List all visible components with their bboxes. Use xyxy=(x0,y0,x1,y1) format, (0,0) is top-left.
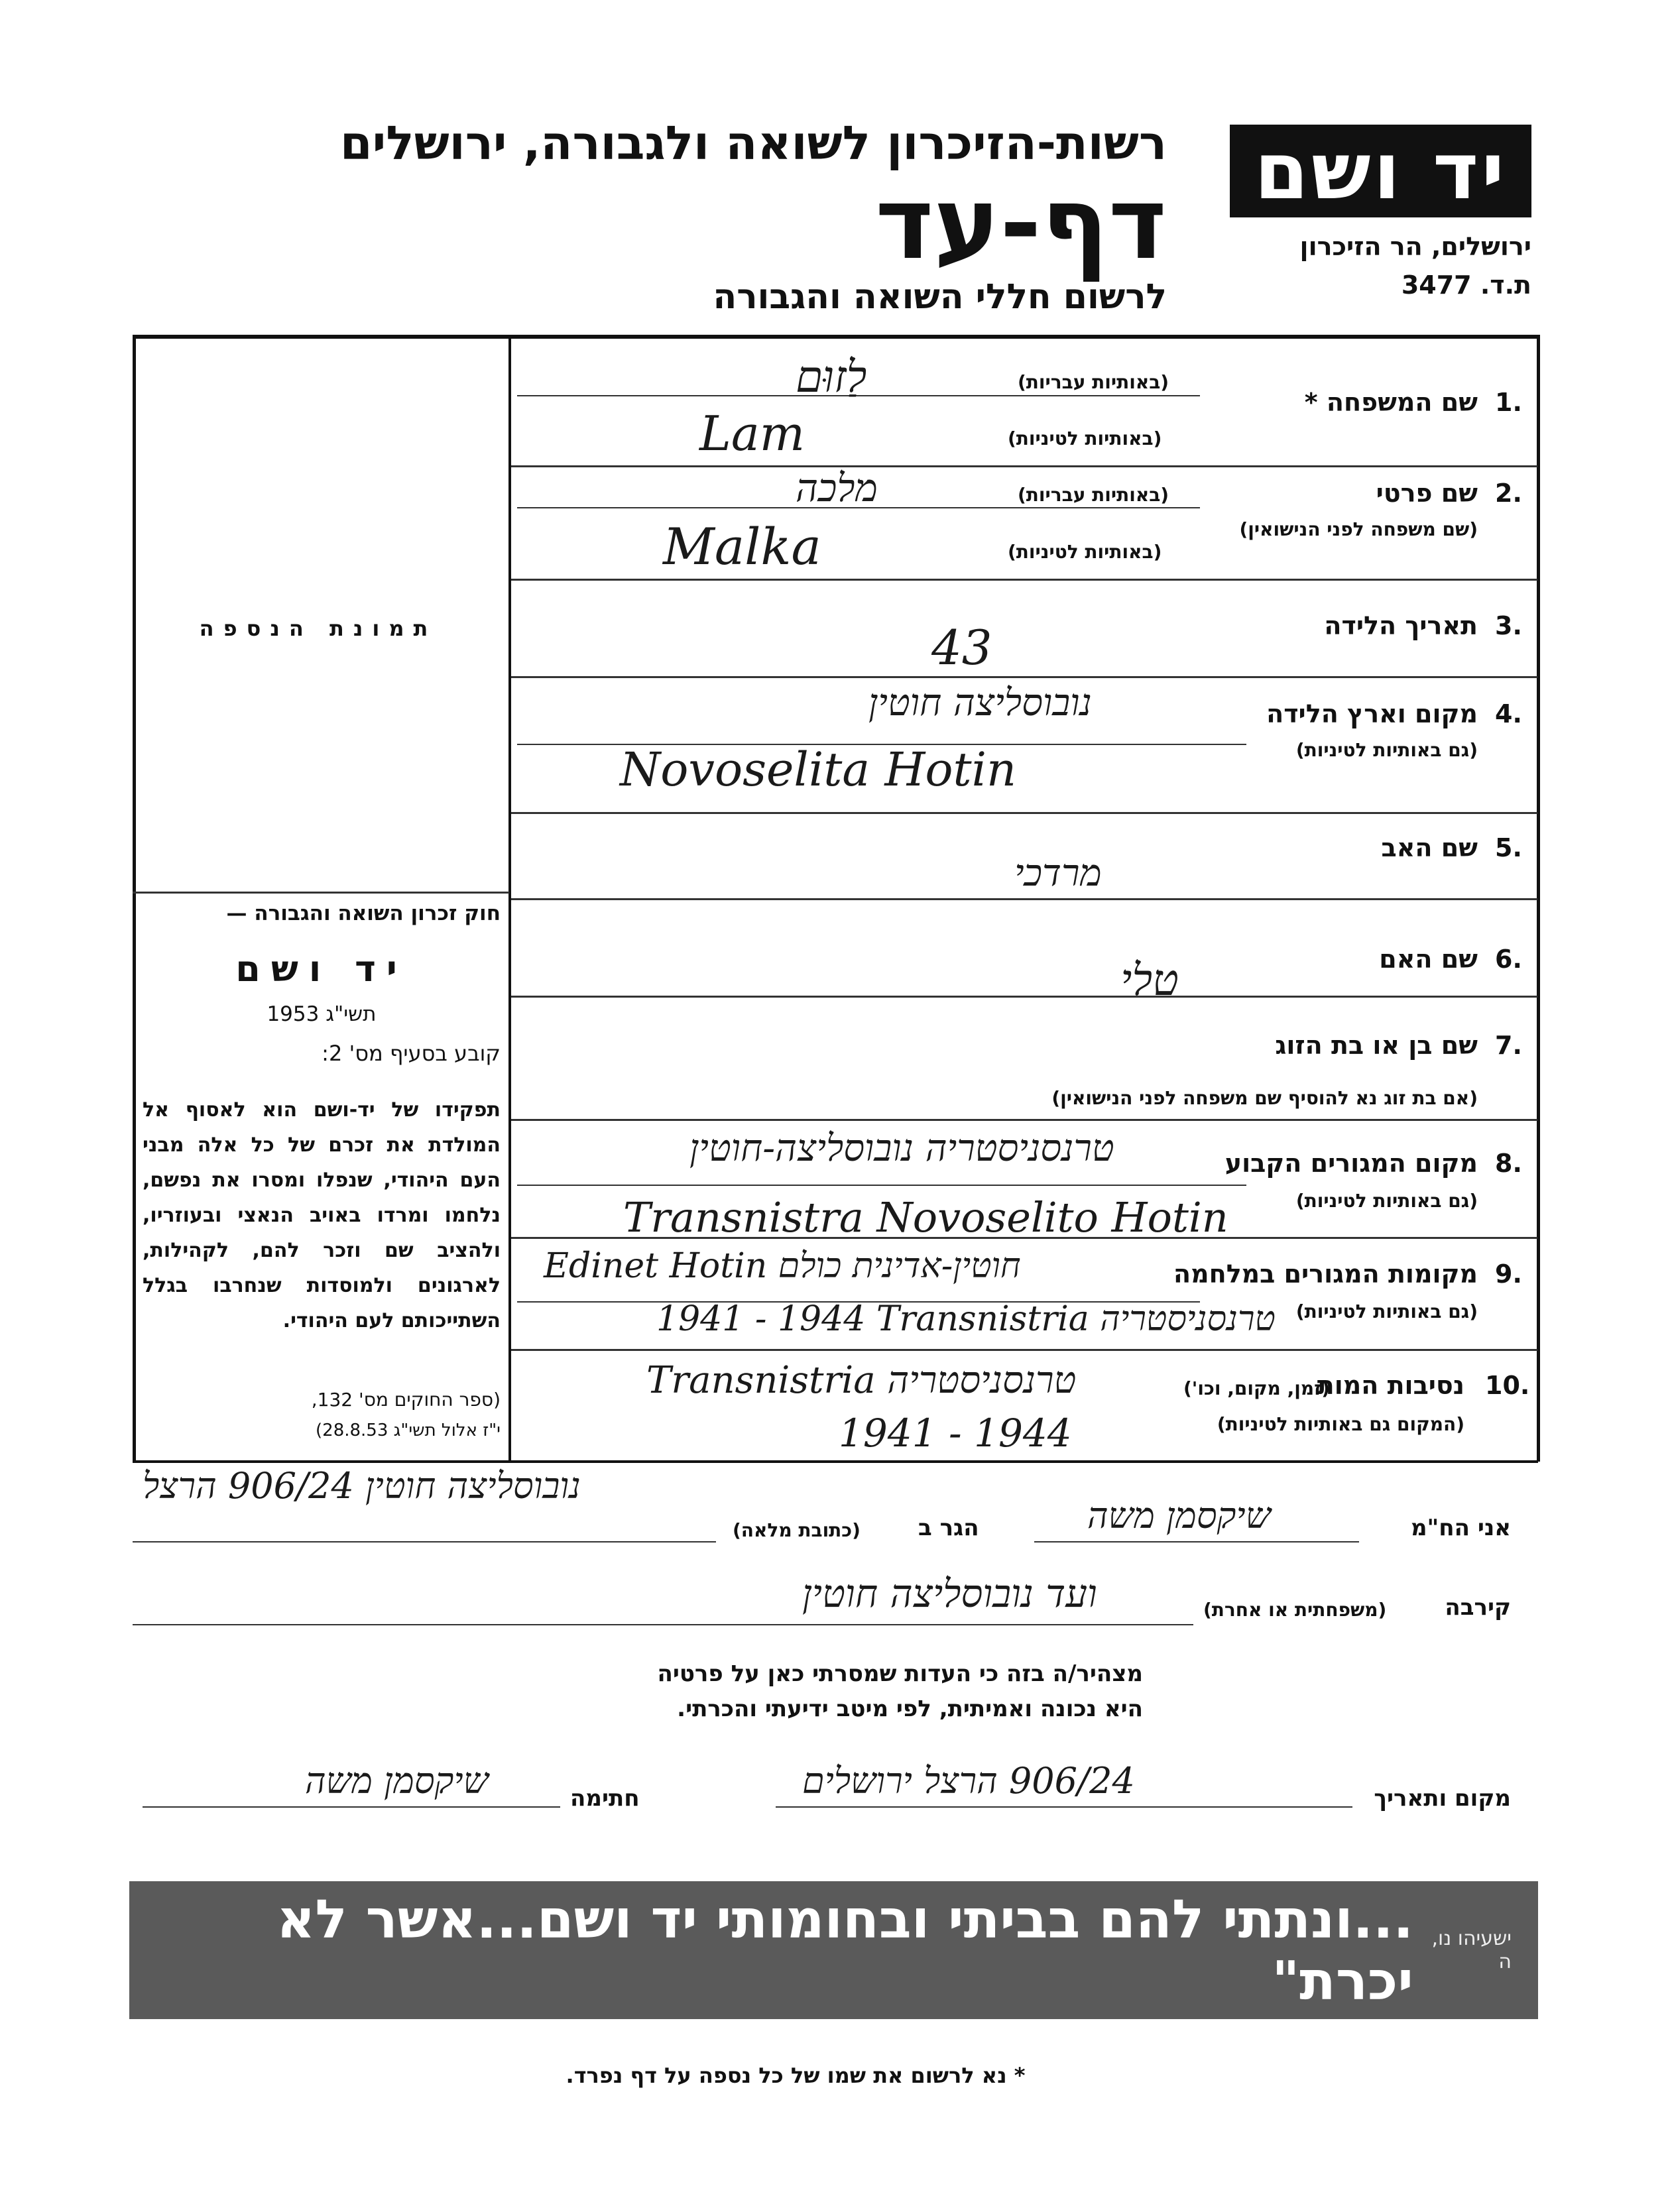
field-2-hebrew-value: מלכה xyxy=(796,465,878,510)
field-8-note: (גם באותיות לטיניות) xyxy=(1295,1190,1478,1212)
field-2-label: שם פרטי xyxy=(1376,479,1478,508)
field-10-label: נסיבות המות xyxy=(1317,1371,1464,1400)
field-4-number: 4. xyxy=(1495,699,1522,728)
signature-value: שיקסמן משה xyxy=(305,1760,489,1802)
row-separator xyxy=(511,812,1537,814)
field-8-latin-value: Transnistra Novoselito Hotin xyxy=(623,1193,1228,1242)
row-separator xyxy=(511,898,1537,900)
field-7-note: (אם בת זוג נא להוסיף שם משפחה לפני הנישואין) xyxy=(1051,1087,1478,1109)
left-column-divider xyxy=(133,892,509,894)
field-9-value-line2: 1941 - 1944 Transnistria טרנסניסטריה xyxy=(656,1299,1276,1339)
law-date: י"ז אלול תשי"ג 28.8.53) xyxy=(316,1421,501,1440)
field-1-number: 1. xyxy=(1495,388,1522,417)
field-1-latin-value: Lam xyxy=(699,406,805,461)
field-2-note: (שם משפחה לפני הנישואין) xyxy=(1239,518,1478,540)
banner-quote: ...ונתתי להם בביתי ובחומותי יד ושם...אשר לא יכרת" xyxy=(276,1889,1413,2012)
field-5-number: 5. xyxy=(1495,833,1522,862)
field-7-number: 7. xyxy=(1495,1031,1522,1060)
field-3-number: 3. xyxy=(1495,611,1522,640)
iam-value: שיקסמן משה xyxy=(1087,1495,1271,1537)
field-3-label: תאריך הלידה xyxy=(1324,611,1478,640)
field-2-hebrew-script: (באותיות עבריות) xyxy=(1018,484,1169,506)
field-6-label: שם האם xyxy=(1379,945,1478,974)
logo-text: יד ושם xyxy=(1254,125,1508,217)
field-8-label: מקום המגורים הקבוע xyxy=(1224,1149,1478,1178)
law-org: יד ושם xyxy=(235,948,408,990)
field-1-latin-script: (באותיות לטיניות) xyxy=(1008,428,1162,449)
banner-source: ישעיהו נו, ה xyxy=(1431,1927,1512,1973)
field-1-label: שם המשפחה * xyxy=(1304,388,1478,417)
relation-note: (משפחתית או אחרת) xyxy=(1203,1599,1387,1621)
field-8-hebrew-value: טרנסניסטריה נובוסליצה-חוטין xyxy=(689,1127,1114,1170)
field-6-number: 6. xyxy=(1495,945,1522,974)
field-10-note: (המקום גם באותיות לטיניות) xyxy=(1217,1413,1464,1435)
row-separator xyxy=(511,1349,1537,1351)
resides-label: הגר ב xyxy=(918,1515,979,1541)
field-4-note: (גם באותיות לטיניות) xyxy=(1295,739,1478,761)
place-date-underline xyxy=(776,1806,1352,1808)
signature-underline xyxy=(143,1806,560,1808)
relation-underline xyxy=(133,1624,1193,1625)
field-5-value: מרדכי xyxy=(1014,852,1102,895)
row-separator xyxy=(511,1119,1537,1121)
field-underline xyxy=(517,1185,1246,1186)
row-separator xyxy=(511,465,1537,467)
address-underline xyxy=(133,1541,716,1543)
footnote: * נא לרשום את שמו של כל נספה על דף נפרד. xyxy=(566,2063,1026,2088)
law-text: תפקידו של יד-ושם הוא לאסוף אל המולדת את זכרם של כל אלה מבני העם היהודי, שנפלו ומסרו את נפשם, נלחמו ומרדו באויב הנאצי ובעוזריו, ולהציב שם וזכר להם, לקהילות, לארגונים ולמוסדות שנחרבו בגלל השתייכותם לעם היהודי. xyxy=(143,1098,501,1332)
page-title: דף-עד xyxy=(875,166,1167,282)
law-heading: חוק זכרון השואה והגבורה — xyxy=(226,902,501,925)
field-9-note: (גם באותיות לטיניות) xyxy=(1295,1301,1478,1322)
frame-bottom xyxy=(133,1460,1538,1463)
field-9-number: 9. xyxy=(1495,1259,1522,1289)
relation-label: קירבה xyxy=(1445,1594,1511,1621)
quote-banner xyxy=(129,1881,1538,2019)
declare-line1: מצהיר/ה בזה כי העדות שמסרתי כאן על פרטיה xyxy=(657,1660,1143,1687)
frame-top xyxy=(133,335,1538,339)
row-separator xyxy=(511,579,1537,581)
field-4-hebrew-value: נובוסליצה חוטין xyxy=(868,681,1092,725)
field-9-label: מקומות המגורים במלחמה xyxy=(1173,1259,1478,1289)
field-4-latin-value: Novoselita Hotin xyxy=(620,742,1017,797)
field-1-hebrew-value: לַזוּם xyxy=(796,351,867,402)
field-8-number: 8. xyxy=(1495,1149,1522,1178)
iam-underline xyxy=(1034,1541,1359,1543)
field-10-value-line1: Transnistria טרנסניסטריה xyxy=(646,1359,1077,1402)
yad-vashem-logo xyxy=(1230,125,1531,217)
row-separator xyxy=(511,996,1537,998)
relation-value: ועד נובוסליצה חוטין xyxy=(802,1571,1097,1616)
field-10-value-line2: 1941 - 1944 xyxy=(839,1411,1072,1456)
law-book: (ספר החוקים מס' 132, xyxy=(311,1389,501,1411)
place-date-label: מקום ותאריך xyxy=(1374,1785,1511,1812)
row-separator xyxy=(511,676,1537,678)
frame-left xyxy=(133,335,136,1462)
address-value: נובוסליצה חוטין 906/24 הרצל xyxy=(143,1465,581,1507)
resides-note: (כתובת מלאה) xyxy=(733,1519,861,1541)
field-5-label: שם האב xyxy=(1381,833,1478,862)
iam-label: אני הח"מ xyxy=(1410,1515,1511,1541)
declare-line2: היא נכונה ואמיתית, לפי מיטב ידיעתי והכרתי. xyxy=(677,1696,1143,1722)
field-10-number: 10. xyxy=(1485,1371,1530,1400)
photo-label: תמונת הנספה xyxy=(199,616,438,641)
field-2-number: 2. xyxy=(1495,479,1522,508)
field-1-hebrew-script: (באותיות עבריות) xyxy=(1018,371,1169,393)
field-2-latin-value: Malka xyxy=(663,517,821,576)
law-year: תשי"ג 1953 xyxy=(267,1002,377,1026)
page-subtitle: לרשום חללי השואה והגבורה xyxy=(713,277,1167,317)
place-date-value: 906/24 הרצל ירושלים xyxy=(802,1760,1135,1802)
authority-name: רשות-הזיכרון לשואה ולגבורה, ירושלים xyxy=(339,116,1167,170)
field-2-latin-script: (באותיות לטיניות) xyxy=(1008,541,1162,563)
po-box: ת.ד. 3477 xyxy=(1401,270,1531,300)
field-9-value-line1: Edinet Hotin חוטין-אדינית כולם xyxy=(544,1246,1021,1286)
field-7-label: שם בן או בת הזוג xyxy=(1275,1031,1478,1060)
field-3-value: 43 xyxy=(931,620,992,675)
field-10-label-note: (זמן, מקום, וכו') xyxy=(1183,1377,1331,1399)
logo-subtitle: ירושלים, הר הזיכרון xyxy=(1299,232,1531,261)
signature-label: חתימה xyxy=(570,1785,640,1812)
law-clause: קובע בסעיף מס' 2: xyxy=(322,1041,501,1066)
field-6-value: טלי xyxy=(1120,955,1179,1006)
field-4-label: מקום וארץ הלידה xyxy=(1266,699,1478,728)
